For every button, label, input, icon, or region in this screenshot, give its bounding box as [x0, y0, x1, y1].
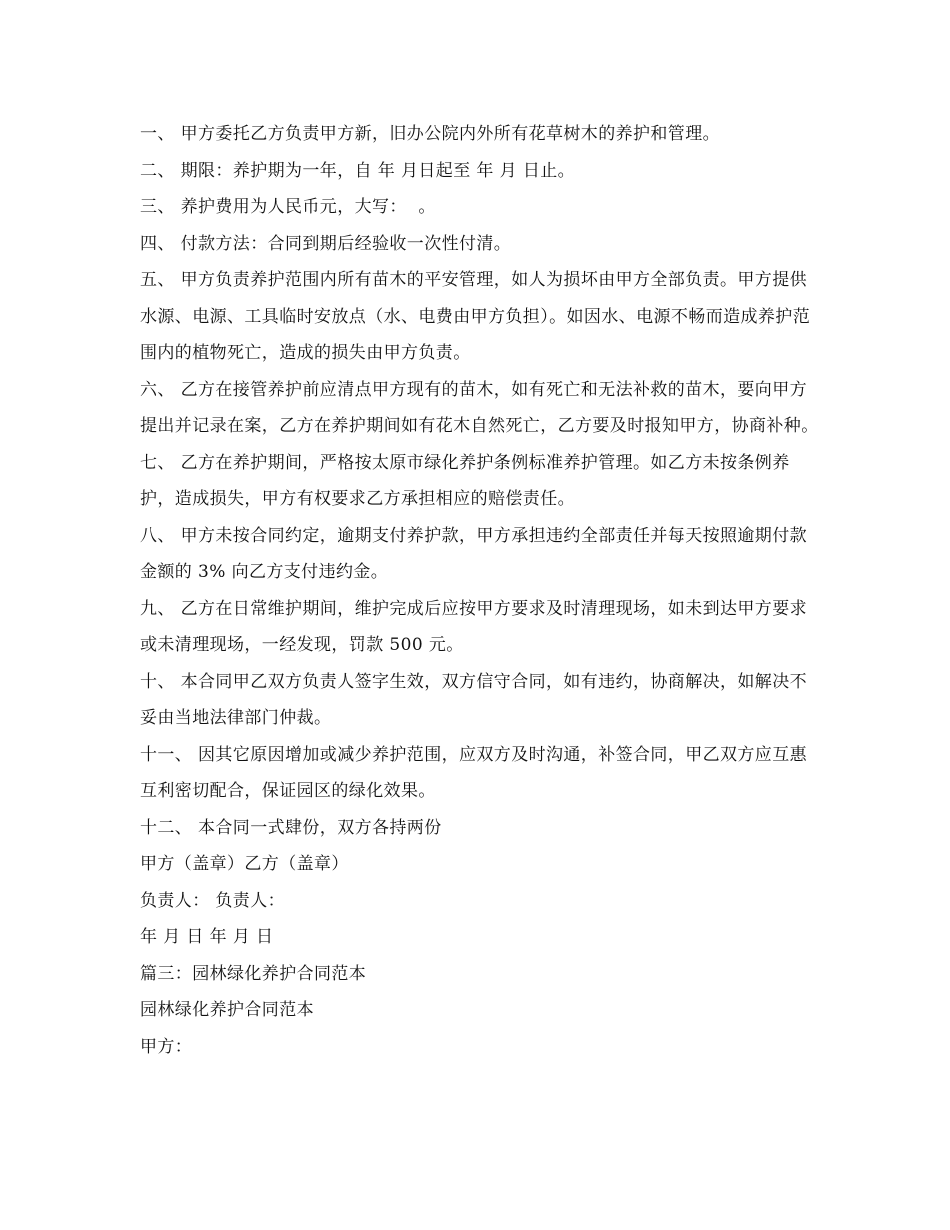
clause-10: 十、 本合同甲乙双方负责人签字生效，双方信守合同，如有违约，协商解决，如解决不妥由当地法律部门仲裁。: [140, 671, 808, 728]
clause-3: 三、 养护费用为人民币元，大写： 。: [140, 197, 436, 217]
clause-8: 八、 甲方未按合同约定，逾期支付养护款，甲方承担违约全部责任并每天按照逾期付款金额的 3% 向乙方支付违约金。: [140, 525, 808, 582]
clause-7: 七、 乙方在养护期间，严格按太原市绿化养护条例标准养护管理。如乙方未按条例养护，造成损失，甲方有权要求乙方承担相应的赔偿责任。: [140, 452, 790, 509]
clause-2: 二、 期限：养护期为一年，自 年 月日起至 年 月 日止。: [140, 160, 576, 181]
clause-5: 五、 甲方负责养护范围内所有苗木的平安管理，如人为损坏由甲方全部负责。甲方提供水源、电源、工具临时安放点（水、电费由甲方负担）。如因水、电源不畅而造成养护范围内的植物死亡，造成的损失由甲方负责。: [140, 270, 811, 363]
clause-12: 十二、 本合同一式肆份，双方各持两份: [140, 817, 442, 838]
date-line: 年 月 日 年 月 日: [140, 927, 274, 947]
clause-11: 十一、 因其它原因增加或减少养护范围，应双方及时沟通，补签合同，甲乙双方应互惠互利密切配合，保证园区的绿化效果。: [140, 744, 808, 801]
clause-1: 一、 甲方委托乙方负责甲方新，旧办公院内外所有花草树木的养护和管理。: [140, 124, 721, 144]
party-a-line: 甲方：: [140, 1036, 193, 1057]
clause-9: 九、 乙方在日常维护期间，维护完成后应按甲方要求及时清理现场，如未到达甲方要求或未清理现场，一经发现，罚款 500 元。: [140, 598, 808, 655]
section-heading: 篇三：园林绿化养护合同范本: [140, 963, 367, 984]
clause-4: 四、 付款方法：合同到期后经验收一次性付清。: [140, 233, 512, 254]
signatory-line: 负责人： 负责人：: [140, 890, 286, 911]
document-body: [140, 116, 820, 1065]
contract-title: 园林绿化养护合同范本: [140, 1000, 314, 1020]
clause-6: 六、 乙方在接管养护前应清点甲方现有的苗木，如有死亡和无法补救的苗木，要向甲方提出并记录在案，乙方在养护期间如有花木自然死亡，乙方要及时报知甲方，协商补种。: [140, 379, 819, 436]
seal-line: 甲方（盖章）乙方（盖章）: [140, 854, 349, 874]
